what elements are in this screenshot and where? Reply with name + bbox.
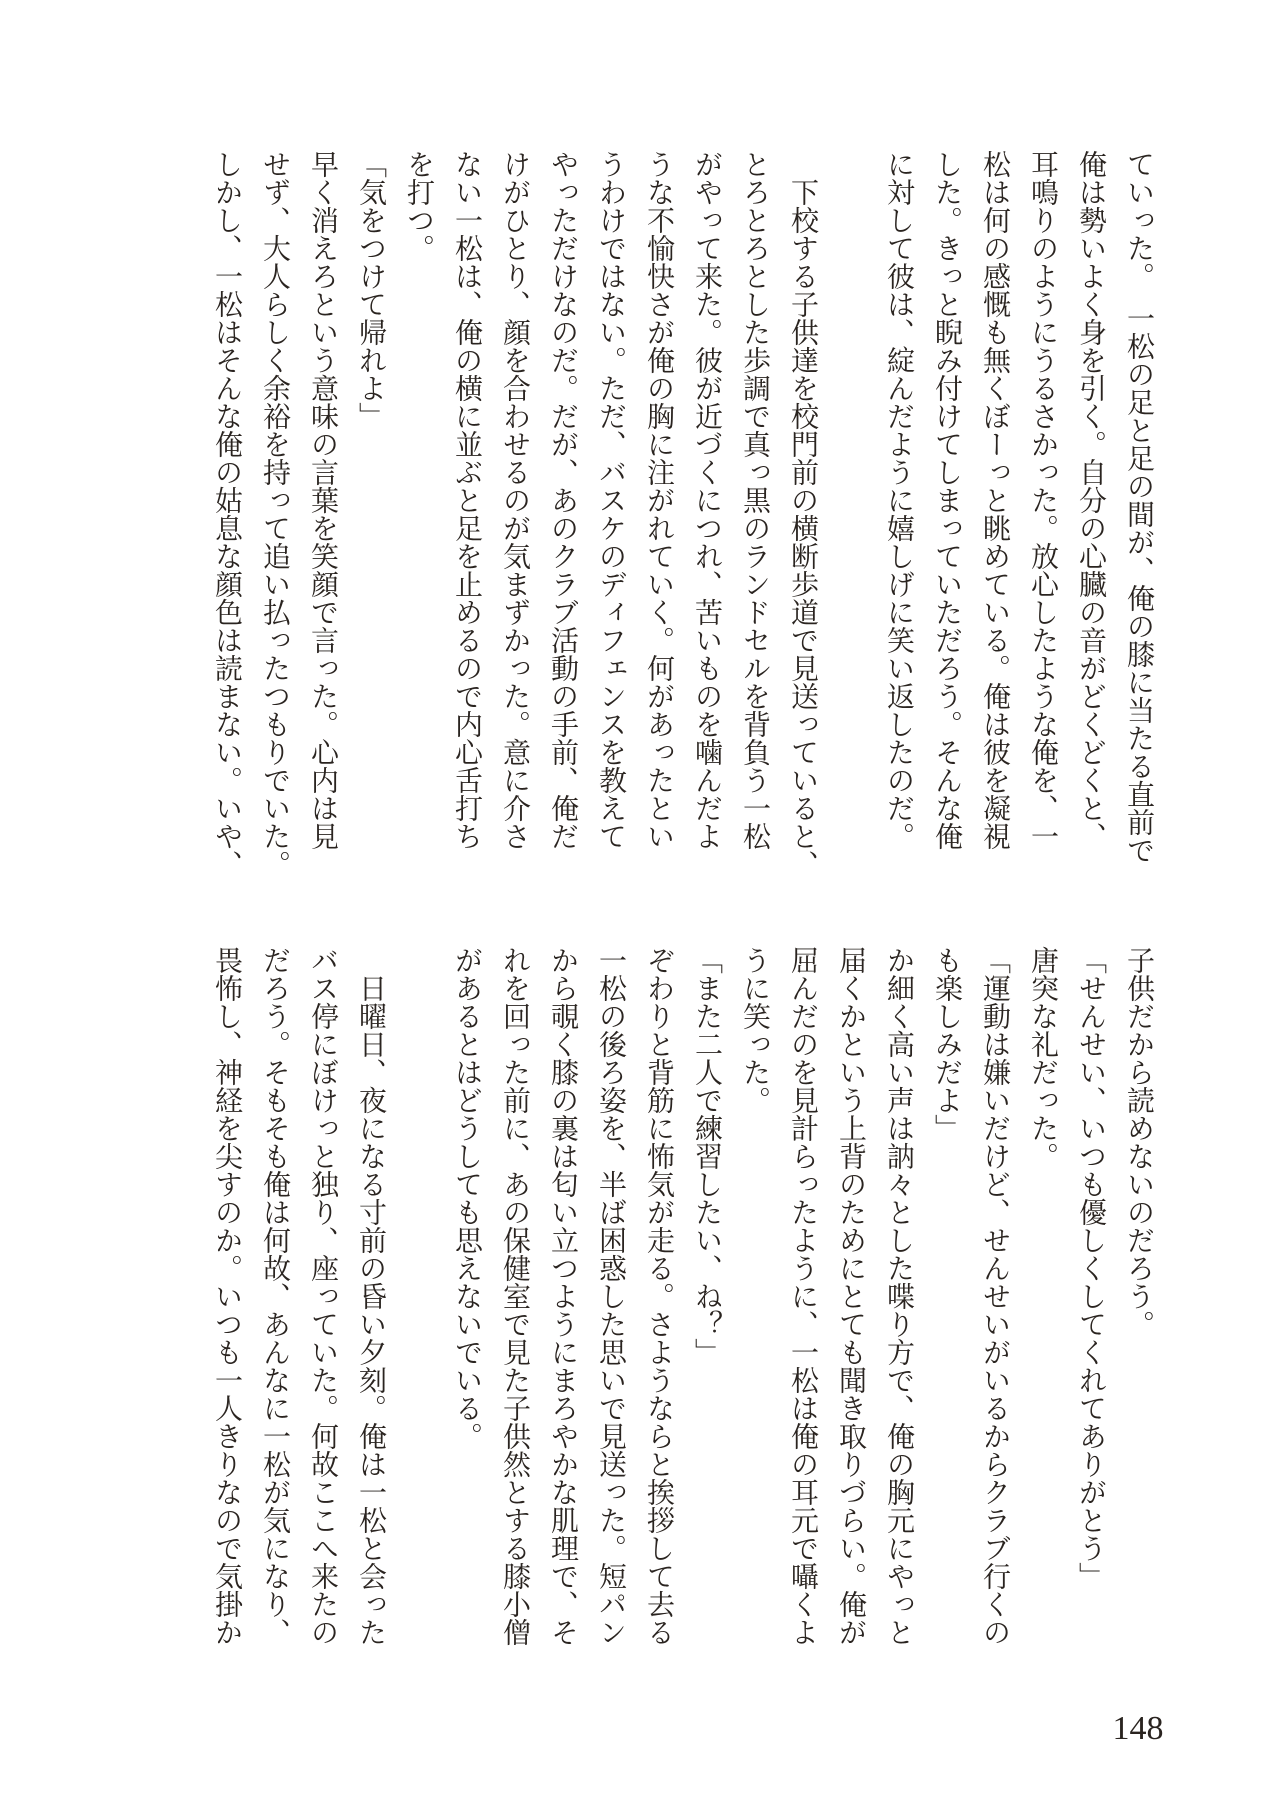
- text-line: 下校する子供達を校門前の横断歩道で見送っていると、: [787, 150, 818, 878]
- text-line: うに笑った。: [739, 946, 770, 1114]
- text-line: [826, 150, 874, 866]
- text-line: 日曜日、夜になる寸前の昏い夕刻。俺は一松と会った: [355, 946, 386, 1646]
- page-number: 148: [1112, 1710, 1164, 1747]
- text-line: [394, 946, 442, 1662]
- text-line: ぞわりと背筋に怖気が走る。さようならと挨拶して去る: [643, 946, 674, 1646]
- text-line: を打つ。: [403, 150, 434, 262]
- text-line: も楽しみだよ」: [931, 946, 962, 1142]
- text-line: 唐突な礼だった。: [1027, 946, 1058, 1170]
- text-line: しかし、一松はそんな俺の姑息な顔色は読まない。いや、: [211, 150, 242, 878]
- text-line: 一松の後ろ姿を、半ば困惑した思いで見送った。短パン: [595, 946, 626, 1646]
- text-line: 俺は勢いよく身を引く。自分の心臓の音がどくどくと、: [1075, 150, 1106, 850]
- text-line: ない一松は、俺の横に並ぶと足を止めるので内心舌打ち: [451, 150, 482, 850]
- text-line: がやって来た。彼が近づくにつれ、苦いものを噛んだよ: [691, 150, 722, 850]
- text-line: バス停にぼけっと独り、座っていた。何故ここへ来たの: [307, 946, 338, 1646]
- text-line: 「運動は嫌いだけど、せんせいがいるからクラブ行くの: [979, 946, 1010, 1646]
- text-line: うな不愉快さが俺の胸に注がれていく。何があったとい: [643, 150, 674, 850]
- text-line: 耳鳴りのようにうるさかった。放心したような俺を、一: [1027, 150, 1058, 850]
- text-line: とろとろとした歩調で真っ黒のランドセルを背負う一松: [739, 150, 770, 850]
- text-line: 届くかという上背のためにとても聞き取りづらい。俺が: [835, 946, 866, 1646]
- text-line: 子供だから読めないのだろう。: [1123, 946, 1154, 1338]
- text-line: から覗く膝の裏は匂い立つようにまろやかな肌理で、そ: [547, 946, 578, 1646]
- text-line: 「また二人で練習したい、ね？」: [691, 946, 722, 1366]
- text-line: やっただけなのだ。だが、あのクラブ活動の手前、俺だ: [547, 150, 578, 850]
- text-line: 松は何の感慨も無くぼーっと眺めている。俺は彼を凝視: [979, 150, 1010, 850]
- text-line: せず、大人らしく余裕を持って追い払ったつもりでいた。: [259, 150, 290, 878]
- text-line: けがひとり、顔を合わせるのが気まずかった。意に介さ: [499, 150, 530, 850]
- text-line: か細く高い声は訥々とした喋り方で、俺の胸元にやっと: [883, 946, 914, 1646]
- text-line: 「せんせい、いつも優しくしてくれてありがとう」: [1075, 946, 1106, 1590]
- text-line: に対して彼は、綻んだように嬉しげに笑い返したのだ。: [883, 150, 914, 850]
- text-line: だろう。そもそも俺は何故、あんなに一松が気になり、: [259, 946, 290, 1646]
- text-line: 「気をつけて帰れよ」: [355, 150, 386, 430]
- text-line: れを回った前に、あの保健室で見た子供然とする膝小僧: [499, 946, 530, 1646]
- text-line: 畏怖し、神経を尖すのか。いつも一人きりなので気掛か: [211, 946, 242, 1646]
- text-line: うわけではない。ただ、バスケのディフェンスを教えて: [595, 150, 626, 850]
- text-line: 早く消えろという意味の言葉を笑顔で言った。心内は見: [307, 150, 338, 850]
- text-line: 屈んだのを見計らったように、一松は俺の耳元で囁くよ: [787, 946, 818, 1646]
- text-line: ていった。 一松の足と足の間が、俺の膝に当たる直前で: [1123, 150, 1154, 864]
- text-line: した。きっと睨み付けてしまっていただろう。そんな俺: [931, 150, 962, 850]
- text-tier-top: [202, 150, 1162, 878]
- text-tier-bottom: [202, 946, 1162, 1662]
- text-line: があるとはどうしても思えないでいる。: [451, 946, 482, 1450]
